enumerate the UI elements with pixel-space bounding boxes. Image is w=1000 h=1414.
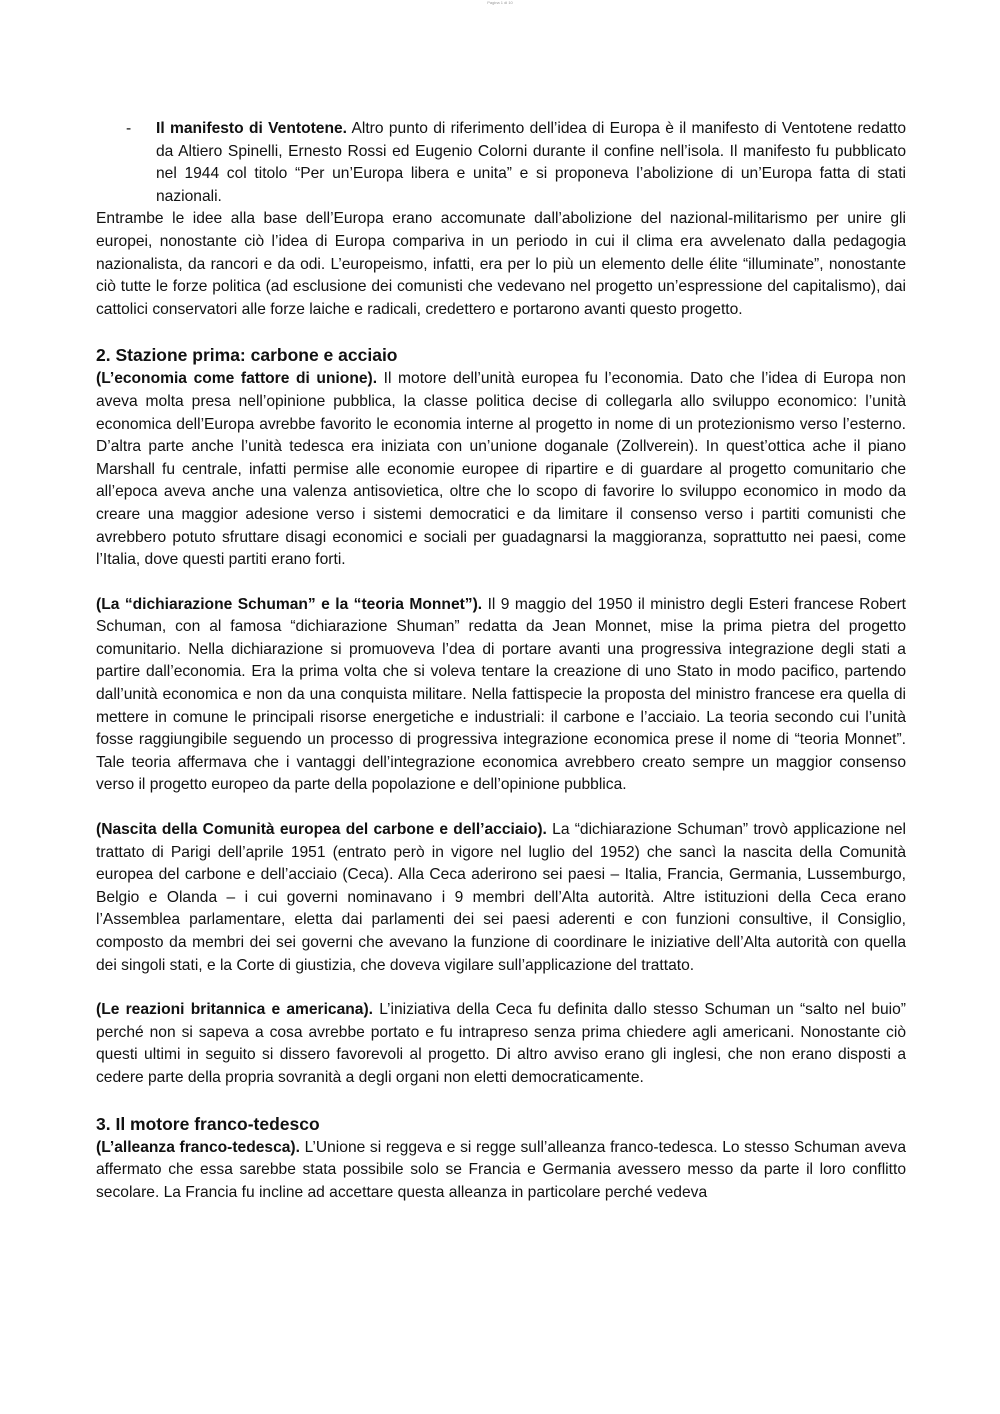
paragraph-text: La “dichiarazione Schuman” trovò applicazione nel trattato di Parigi dell’aprile 1951 (entrato però in vigore nel luglio del 1952) che sancì la nascita della Comunità europea del carbone e dell’acciaio (Ceca). Alla Ceca aderirono sei paesi – Italia, Francia, Germania, Lussemburgo, Belgio e Olanda – i cui governi nominavano i 9 membri dell’Alta autorità. Altre istituzioni della Ceca erano l’Assemblea parlamentare, eletta dai parlamenti dei sei paesi aderenti e con funzioni consultive, il Consiglio, composto da membri dei sei governi che avevano la funzione di coordinare le iniziative dell’Alta autorità con quella dei singoli stati, e la Corte di giustizia, che doveva vigilare sull’applicazione del trattato. [96,821,906,974]
document-body [96,118,906,1204]
paragraph-economia [96,368,906,571]
paragraph-reazioni [96,999,906,1089]
spacer [96,321,906,343]
paragraph-alleanza [96,1137,906,1205]
spacer [96,977,906,999]
section-2-heading: 2. Stazione prima: carbone e acciaio [96,345,398,366]
page-header-note: Pagina 1 di 10 [487,0,513,5]
spacer [96,797,906,819]
paragraph-ceca [96,819,906,977]
intro-paragraph: Entrambe le idee alla base dell’Europa erano accomunate dall’abolizione del nazional-militarismo per unire gli europei, nonostante ciò l’idea di Europa compariva in un periodo in cui il clima era avvelenato dalla pedagogia nazionalista, da rancori e da odi. L’europeismo, infatti, era per lo più un elemento delle élite “illuminate”, nonostante ciò tutte le forze politica (ad esclusione dei comunisti che vedevano nel progetto un’espressione del capitalismo), dai cattolici conservatori alle forze laiche e radicali, credettero e portarono avanti questo progetto. [96,210,906,318]
section-3-heading: 3. Il motore franco-tedesco [96,1113,320,1134]
spacer [96,1090,906,1112]
bullet-paragraph [156,118,906,208]
spacer [96,572,906,594]
paragraph-title: (Le reazioni britannica e americana). [96,1001,373,1019]
bullet-dash: - [126,120,132,137]
paragraph-text: L’Unione si reggeva e si regge sull’alleanza franco-tedesca. Lo stesso Schuman aveva affermato che essa sarebbe stata possibile solo se Francia e Germania avessero messo da parte il loro conflitto secolare. La Francia fu incline ad accettare questa alleanza in particolare perché vedeva [96,1138,907,1201]
bullet-text: Altro punto di riferimento dell’idea di Europa è il manifesto di Ventotene redatto da Altiero Spinelli, Ernesto Rossi ed Eugenio Colorni durante il confine nell’isola. Il manifesto fu pubblicato nel 1944 col titolo “Per un’Europa libera e unita” e si proponeva l’abolizione di un’Europa fatta di stati nazionali. [156,120,906,205]
paragraph-title: (La “dichiarazione Schuman” e la “teoria Monnet”). [96,595,483,613]
paragraph-title: (L’economia come fattore di unione). [96,370,378,388]
paragraph-title: (Nascita della Comunità europea del carbone e dell’acciaio). [96,821,547,839]
paragraph-title: (L’alleanza franco-tedesca). [96,1138,300,1156]
bullet-title: Il manifesto di Ventotene. [156,120,347,137]
paragraph-schuman-monnet [96,594,906,797]
paragraph-text: L’iniziativa della Ceca fu definita dallo stesso Schuman un “salto nel buio” perché non si sapeva a cosa avrebbe portato e fu intrapreso senza prima chiedere agli americani. Nonostante ciò questi ultimi in seguito si dissero favorevoli al progetto. Di altro avviso erano gli inglesi, che non erano disposti a cedere parte della propria sovranità a degli organi non eletti democraticamente. [96,1001,906,1086]
paragraph-text: Il motore dell’unità europea fu l’economia. Dato che l’idea di Europa non aveva molta presa nell’opinione pubblica, la classe politica decise di collegarla allo sviluppo economico: l’unità economica dell’Europa avrebbe favorito le economia interne al progetto in nome di un protezionismo verso l’esterno. D’altra parte anche l’unità tedesca era iniziata con un’unione doganale (Zollverein). In quest’ottica ache il piano Marshall fu centrale, infatti permise alle economie europee di ripartire e di guardare al progetto comunitario che all’epoca aveva anche una valenza antisovietica, oltre che lo scopo di favorire lo sviluppo economico in modo da creare una maggior adesione verso i sistemi democratici e da limitare il consenso verso i partiti comunisti che avrebbero potuto sfruttare disagi economici e sociali per guadagnarsi la maggioranza, soprattutto nei paesi, come l’Italia, dove questi partiti erano forti. [96,370,906,569]
bullet-ventotene [96,118,906,208]
paragraph-text: Il 9 maggio del 1950 il ministro degli Esteri francese Robert Schuman, con al famosa “dichiarazione Shuman” redatta da Jean Monnet, mise la prima pietra del progetto comunitario. Nella dichiarazione si promuoveva l’dea di portare avanti una progressiva integrazione degli stati a partire dall’economia. Era la prima volta che si voleva tentare la creazione di uno Stato in modo pacifico, partendo dall’unità economica e non da una conquista militare. Nella fattispecie la proposta del ministro francese era quella di mettere in comune le principali risorse energetiche e industriali: il carbone e l’acciaio. La teoria secondo cui l’unità fosse raggiungibile seguendo un processo di progressiva integrazione economica prese il nome di “teoria Monnet”. Tale teoria affermava che i vantaggi dell’integrazione economica avrebbero creato sempre un maggior consenso verso il progetto europeo da parte della popolazione e dell’opinione pubblica. [96,595,906,794]
